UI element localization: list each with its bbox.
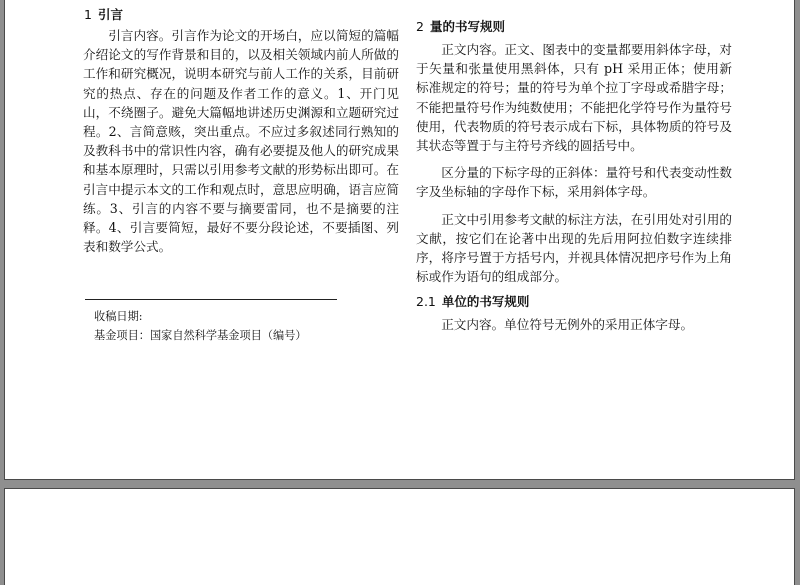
- quantity-rules-paragraph: 正文内容。正文、图表中的变量都要用斜体字母，对于矢量和张量使用黑斜体，只有 pH 采用正体；使用新标准规定的符号；量的符号为单个拉丁字母或希腊字母；不能把量符号作为纯数使用；不能把化学符号作为量符号使用，代表物质的符号表示成右下标，具体物质的符号及其状态等置于与主符号齐线的圆括号中。: [416, 42, 732, 154]
- document-page-2: [4, 488, 795, 585]
- section-1-heading: [84, 7, 399, 23]
- section-2-number: 2: [416, 19, 424, 34]
- introduction-paragraph: 引言内容。引言作为论文的开场白，应以简短的篇幅介绍论文的写作背景和目的，以及相关领域内前人所做的工作和研究概况，说明本研究与前人工作的关系，目前研究的热点、存在的问题及作者工作的意义。1、开门见山，不绕圈子。避免大篇幅地讲述历史渊源和立题研究过程。2、言简意赅，突出重点。不应过多叙述同行熟知的及教科书中的常识性内容，确有必要提及他人的研究成果和基本原理时，只需以引用参考文献的形势标出即可。在引言中提示本文的工作和观点时，意思应明确，语言应简练。3、引言的内容不要与摘要雷同，也不是摘要的注释。4、引言要简短，最好不要分段论述，不要插图、列表和数学公式。: [83, 28, 399, 255]
- footnote-received-date: 收稿日期:: [94, 310, 143, 323]
- section-2-heading: [416, 19, 732, 35]
- section-2-1-title: 单位的书写规则: [441, 294, 530, 310]
- footnote-divider: [85, 299, 337, 300]
- right-column: [416, 19, 732, 335]
- section-2-title: 量的书写规则: [429, 19, 505, 34]
- section-2-1-number: 2.1: [416, 294, 436, 310]
- footnote-fund: 基金项目：国家自然科学基金项目（编号）: [94, 329, 307, 342]
- citation-rules-paragraph: 正文中引用参考文献的标注方法，在引用处对引用的文献，按它们在论著中出现的先后用阿拉伯数字连续排序，将序号置于方括号内，并视具体情况把序号作为上角标或作为语句的组成部分。: [416, 211, 732, 285]
- unit-rules-paragraph: 正文内容。单位符号无例外的采用正体字母。: [441, 317, 694, 333]
- section-1-title: 引言: [97, 7, 123, 22]
- subscript-rules-paragraph: 区分量的下标字母的正斜体：量符号和代表变动性数字及坐标轴的字母作下标，采用斜体字母。: [416, 165, 732, 200]
- left-column: [81, 7, 399, 256]
- document-page-1: [4, 0, 795, 480]
- section-1-number: 1: [84, 7, 92, 22]
- section-2-1-heading: [416, 294, 732, 310]
